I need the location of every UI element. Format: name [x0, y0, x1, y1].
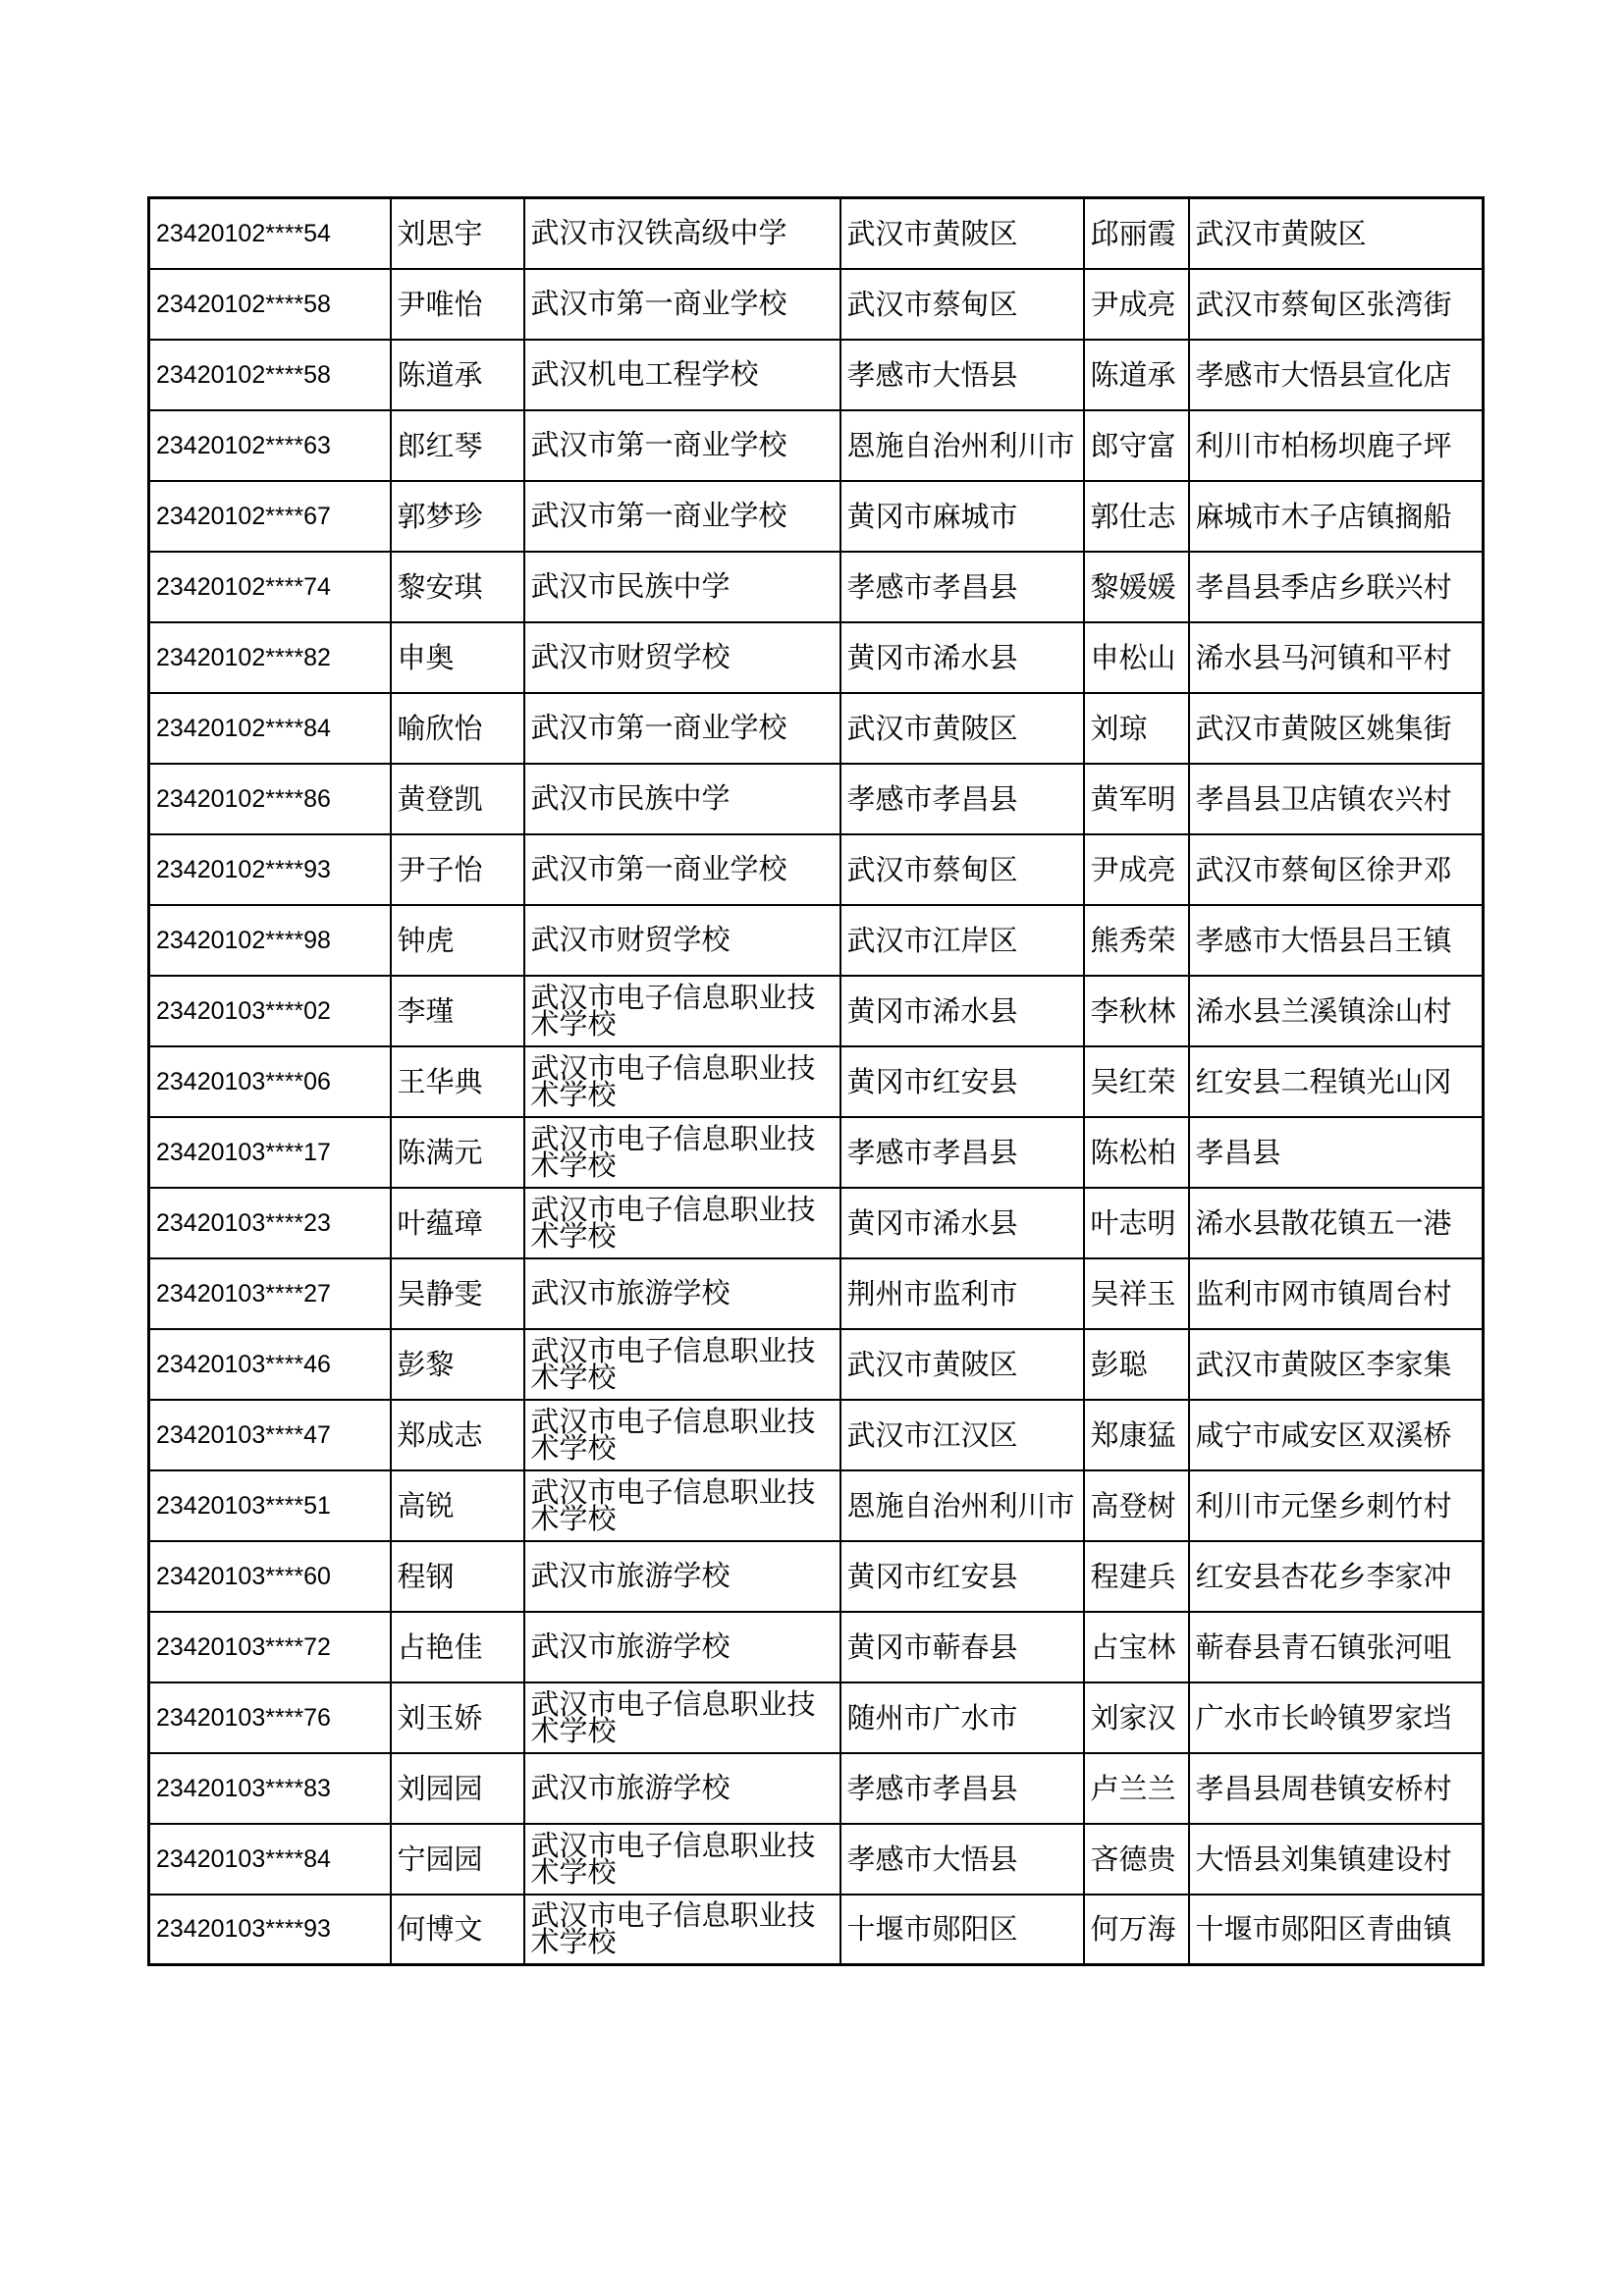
- cell-address: 麻城市木子店镇搁船: [1189, 481, 1484, 552]
- cell-guardian-name: 陈松柏: [1084, 1117, 1189, 1188]
- cell-address: 利川市柏杨坝鹿子坪: [1189, 410, 1484, 481]
- cell-student-name: 钟虎: [391, 905, 524, 976]
- table-row: [149, 1117, 1484, 1188]
- cell-region: 武汉市蔡甸区: [840, 834, 1084, 905]
- cell-exam-id: 23420102****82: [149, 622, 391, 693]
- cell-address: 孝昌县: [1189, 1117, 1484, 1188]
- cell-exam-id: 23420103****47: [149, 1400, 391, 1470]
- cell-guardian-name: 高登树: [1084, 1470, 1189, 1541]
- table-row: [149, 764, 1484, 834]
- cell-region: 黄冈市红安县: [840, 1541, 1084, 1612]
- cell-address: 监利市网市镇周台村: [1189, 1258, 1484, 1329]
- cell-school: 武汉市旅游学校: [524, 1258, 840, 1329]
- cell-address: 武汉市黄陂区: [1189, 198, 1484, 269]
- cell-region: 孝感市大悟县: [840, 1824, 1084, 1895]
- cell-guardian-name: 何万海: [1084, 1895, 1189, 1965]
- student-table: [147, 196, 1485, 1966]
- cell-region: 孝感市孝昌县: [840, 764, 1084, 834]
- cell-address: 武汉市蔡甸区张湾街: [1189, 269, 1484, 340]
- table-row: [149, 1824, 1484, 1895]
- cell-student-name: 陈道承: [391, 340, 524, 410]
- cell-exam-id: 23420103****46: [149, 1329, 391, 1400]
- cell-region: 黄冈市麻城市: [840, 481, 1084, 552]
- cell-student-name: 喻欣怡: [391, 693, 524, 764]
- cell-school: 武汉市电子信息职业技术学校: [524, 1470, 840, 1541]
- cell-school: 武汉市财贸学校: [524, 905, 840, 976]
- cell-address: 武汉市黄陂区李家集: [1189, 1329, 1484, 1400]
- cell-address: 武汉市黄陂区姚集街: [1189, 693, 1484, 764]
- table-row: [149, 1188, 1484, 1258]
- cell-guardian-name: 尹成亮: [1084, 834, 1189, 905]
- table-row: [149, 1682, 1484, 1753]
- cell-region: 黄冈市浠水县: [840, 622, 1084, 693]
- table-row: [149, 1258, 1484, 1329]
- cell-school: 武汉市旅游学校: [524, 1612, 840, 1682]
- cell-guardian-name: 占宝林: [1084, 1612, 1189, 1682]
- cell-exam-id: 23420102****84: [149, 693, 391, 764]
- cell-exam-id: 23420102****58: [149, 269, 391, 340]
- table-row: [149, 1753, 1484, 1824]
- cell-region: 孝感市大悟县: [840, 340, 1084, 410]
- cell-school: 武汉市电子信息职业技术学校: [524, 976, 840, 1046]
- cell-school: 武汉市电子信息职业技术学校: [524, 1895, 840, 1965]
- cell-student-name: 王华典: [391, 1046, 524, 1117]
- cell-region: 武汉市黄陂区: [840, 693, 1084, 764]
- cell-student-name: 刘园园: [391, 1753, 524, 1824]
- cell-student-name: 郎红琴: [391, 410, 524, 481]
- table-row: [149, 1612, 1484, 1682]
- cell-exam-id: 23420103****17: [149, 1117, 391, 1188]
- cell-address: 孝昌县周巷镇安桥村: [1189, 1753, 1484, 1824]
- table-row: [149, 198, 1484, 269]
- cell-region: 武汉市黄陂区: [840, 198, 1084, 269]
- cell-guardian-name: 程建兵: [1084, 1541, 1189, 1612]
- cell-address: 孝感市大悟县宣化店: [1189, 340, 1484, 410]
- cell-exam-id: 23420103****06: [149, 1046, 391, 1117]
- cell-school: 武汉市旅游学校: [524, 1753, 840, 1824]
- cell-student-name: 黎安琪: [391, 552, 524, 622]
- cell-address: 十堰市郧阳区青曲镇: [1189, 1895, 1484, 1965]
- cell-region: 武汉市江岸区: [840, 905, 1084, 976]
- cell-exam-id: 23420103****84: [149, 1824, 391, 1895]
- cell-guardian-name: 黄军明: [1084, 764, 1189, 834]
- cell-address: 广水市长岭镇罗家垱: [1189, 1682, 1484, 1753]
- cell-student-name: 申奥: [391, 622, 524, 693]
- table-row: [149, 1470, 1484, 1541]
- cell-guardian-name: 吴祥玉: [1084, 1258, 1189, 1329]
- cell-guardian-name: 吴红荣: [1084, 1046, 1189, 1117]
- cell-school: 武汉市财贸学校: [524, 622, 840, 693]
- cell-address: 大悟县刘集镇建设村: [1189, 1824, 1484, 1895]
- cell-exam-id: 23420103****27: [149, 1258, 391, 1329]
- cell-school: 武汉市民族中学: [524, 552, 840, 622]
- cell-school: 武汉市第一商业学校: [524, 834, 840, 905]
- cell-region: 孝感市孝昌县: [840, 1753, 1084, 1824]
- table-row: [149, 693, 1484, 764]
- table-row: [149, 481, 1484, 552]
- cell-student-name: 黄登凯: [391, 764, 524, 834]
- cell-address: 武汉市蔡甸区徐尹邓: [1189, 834, 1484, 905]
- cell-region: 荆州市监利市: [840, 1258, 1084, 1329]
- cell-exam-id: 23420103****72: [149, 1612, 391, 1682]
- cell-address: 孝昌县卫店镇农兴村: [1189, 764, 1484, 834]
- cell-guardian-name: 尹成亮: [1084, 269, 1189, 340]
- table-row: [149, 905, 1484, 976]
- cell-exam-id: 23420103****51: [149, 1470, 391, 1541]
- cell-region: 随州市广水市: [840, 1682, 1084, 1753]
- cell-guardian-name: 叶志明: [1084, 1188, 1189, 1258]
- table-row: [149, 834, 1484, 905]
- cell-school: 武汉市第一商业学校: [524, 693, 840, 764]
- cell-exam-id: 23420102****67: [149, 481, 391, 552]
- cell-region: 黄冈市浠水县: [840, 976, 1084, 1046]
- cell-exam-id: 23420103****76: [149, 1682, 391, 1753]
- cell-school: 武汉市电子信息职业技术学校: [524, 1682, 840, 1753]
- cell-exam-id: 23420102****63: [149, 410, 391, 481]
- cell-exam-id: 23420102****58: [149, 340, 391, 410]
- cell-school: 武汉市电子信息职业技术学校: [524, 1400, 840, 1470]
- cell-region: 十堰市郧阳区: [840, 1895, 1084, 1965]
- cell-student-name: 何博文: [391, 1895, 524, 1965]
- cell-student-name: 彭黎: [391, 1329, 524, 1400]
- table-row: [149, 1895, 1484, 1965]
- cell-student-name: 郑成志: [391, 1400, 524, 1470]
- cell-student-name: 陈满元: [391, 1117, 524, 1188]
- cell-region: 武汉市江汉区: [840, 1400, 1084, 1470]
- cell-guardian-name: 卢兰兰: [1084, 1753, 1189, 1824]
- cell-student-name: 刘思宇: [391, 198, 524, 269]
- cell-region: 孝感市孝昌县: [840, 552, 1084, 622]
- cell-student-name: 尹唯怡: [391, 269, 524, 340]
- cell-exam-id: 23420103****60: [149, 1541, 391, 1612]
- cell-exam-id: 23420102****93: [149, 834, 391, 905]
- cell-student-name: 尹子怡: [391, 834, 524, 905]
- cell-address: 红安县杏花乡李家冲: [1189, 1541, 1484, 1612]
- cell-exam-id: 23420102****54: [149, 198, 391, 269]
- cell-region: 武汉市蔡甸区: [840, 269, 1084, 340]
- cell-school: 武汉市电子信息职业技术学校: [524, 1046, 840, 1117]
- table-row: [149, 1541, 1484, 1612]
- cell-school: 武汉机电工程学校: [524, 340, 840, 410]
- cell-student-name: 占艳佳: [391, 1612, 524, 1682]
- cell-exam-id: 23420102****86: [149, 764, 391, 834]
- cell-region: 武汉市黄陂区: [840, 1329, 1084, 1400]
- cell-student-name: 吴静雯: [391, 1258, 524, 1329]
- cell-guardian-name: 李秋林: [1084, 976, 1189, 1046]
- cell-guardian-name: 吝德贵: [1084, 1824, 1189, 1895]
- cell-exam-id: 23420102****98: [149, 905, 391, 976]
- table-row: [149, 410, 1484, 481]
- cell-address: 利川市元堡乡刺竹村: [1189, 1470, 1484, 1541]
- cell-exam-id: 23420102****74: [149, 552, 391, 622]
- cell-guardian-name: 郑康猛: [1084, 1400, 1189, 1470]
- cell-region: 黄冈市浠水县: [840, 1188, 1084, 1258]
- cell-guardian-name: 刘琼: [1084, 693, 1189, 764]
- cell-region: 黄冈市蕲春县: [840, 1612, 1084, 1682]
- cell-address: 咸宁市咸安区双溪桥: [1189, 1400, 1484, 1470]
- cell-guardian-name: 邱丽霞: [1084, 198, 1189, 269]
- cell-student-name: 宁园园: [391, 1824, 524, 1895]
- cell-region: 孝感市孝昌县: [840, 1117, 1084, 1188]
- table-row: [149, 269, 1484, 340]
- cell-student-name: 刘玉娇: [391, 1682, 524, 1753]
- cell-region: 恩施自治州利川市: [840, 1470, 1084, 1541]
- table-row: [149, 622, 1484, 693]
- cell-student-name: 叶蕴璋: [391, 1188, 524, 1258]
- table-row: [149, 340, 1484, 410]
- cell-exam-id: 23420103****83: [149, 1753, 391, 1824]
- cell-school: 武汉市民族中学: [524, 764, 840, 834]
- cell-exam-id: 23420103****02: [149, 976, 391, 1046]
- cell-guardian-name: 刘家汉: [1084, 1682, 1189, 1753]
- cell-exam-id: 23420103****93: [149, 1895, 391, 1965]
- cell-school: 武汉市第一商业学校: [524, 410, 840, 481]
- cell-guardian-name: 郭仕志: [1084, 481, 1189, 552]
- cell-student-name: 郭梦珍: [391, 481, 524, 552]
- cell-exam-id: 23420103****23: [149, 1188, 391, 1258]
- cell-school: 武汉市电子信息职业技术学校: [524, 1117, 840, 1188]
- cell-school: 武汉市第一商业学校: [524, 269, 840, 340]
- table-row: [149, 1400, 1484, 1470]
- cell-school: 武汉市电子信息职业技术学校: [524, 1824, 840, 1895]
- table-row: [149, 1329, 1484, 1400]
- cell-student-name: 程钢: [391, 1541, 524, 1612]
- cell-guardian-name: 郎守富: [1084, 410, 1189, 481]
- cell-region: 恩施自治州利川市: [840, 410, 1084, 481]
- table-row: [149, 1046, 1484, 1117]
- cell-school: 武汉市电子信息职业技术学校: [524, 1188, 840, 1258]
- cell-address: 孝感市大悟县吕王镇: [1189, 905, 1484, 976]
- student-table-body: [149, 198, 1484, 1965]
- cell-school: 武汉市旅游学校: [524, 1541, 840, 1612]
- cell-address: 红安县二程镇光山冈: [1189, 1046, 1484, 1117]
- cell-student-name: 高锐: [391, 1470, 524, 1541]
- cell-guardian-name: 陈道承: [1084, 340, 1189, 410]
- cell-address: 浠水县兰溪镇涂山村: [1189, 976, 1484, 1046]
- cell-guardian-name: 熊秀荣: [1084, 905, 1189, 976]
- cell-school: 武汉市第一商业学校: [524, 481, 840, 552]
- cell-guardian-name: 申松山: [1084, 622, 1189, 693]
- cell-address: 浠水县散花镇五一港: [1189, 1188, 1484, 1258]
- cell-guardian-name: 黎媛媛: [1084, 552, 1189, 622]
- cell-address: 浠水县马河镇和平村: [1189, 622, 1484, 693]
- cell-school: 武汉市汉铁高级中学: [524, 198, 840, 269]
- table-row: [149, 552, 1484, 622]
- cell-region: 黄冈市红安县: [840, 1046, 1084, 1117]
- table-row: [149, 976, 1484, 1046]
- cell-address: 蕲春县青石镇张河咀: [1189, 1612, 1484, 1682]
- cell-student-name: 李瑾: [391, 976, 524, 1046]
- cell-guardian-name: 彭聪: [1084, 1329, 1189, 1400]
- cell-address: 孝昌县季店乡联兴村: [1189, 552, 1484, 622]
- cell-school: 武汉市电子信息职业技术学校: [524, 1329, 840, 1400]
